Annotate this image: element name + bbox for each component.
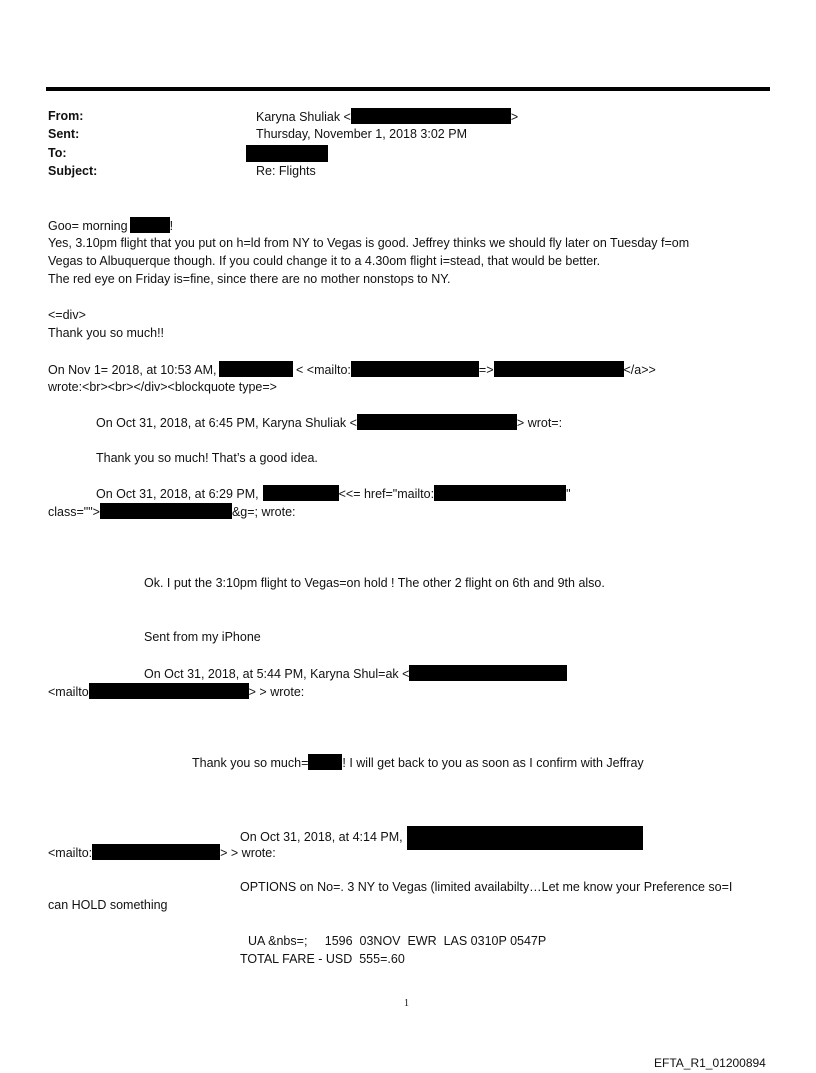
quote-header-5 — [240, 826, 643, 850]
sent-value: Thursday, November 1, 2018 3:02 PM — [256, 127, 467, 141]
quote-text: ! I will get back to you as soon as I confirm with Jeffray — [342, 756, 644, 770]
subject-label: Subject: — [48, 164, 98, 178]
redaction-box — [308, 754, 342, 770]
redaction-box — [351, 108, 511, 124]
from-label: From: — [48, 109, 84, 123]
quote-text: On Oct 31, 2018, at 6:45 PM, Karyna Shuliak < — [96, 416, 357, 430]
quote-text: class=""> — [48, 505, 100, 519]
redaction-box — [130, 217, 170, 233]
quote-text: > > wrote: — [248, 685, 305, 699]
quote-text: => — [478, 363, 494, 377]
redaction-box — [100, 503, 232, 519]
body-line: Vegas to Albuquerque though. If you could change it to a 4.30om flight i=stead, that would be better. — [48, 254, 601, 268]
greeting-end: ! — [169, 219, 174, 233]
redaction-box — [351, 361, 479, 377]
options-line-2: can HOLD something — [48, 898, 168, 912]
quote-header-2 — [96, 414, 562, 431]
quote-text: <<= href="mailto: — [338, 487, 435, 501]
from-close: > — [510, 110, 519, 124]
quote-header-4 — [144, 665, 567, 682]
quote-header-1 — [48, 361, 656, 378]
quote-text: On Oct 31, 2018, at 4:14 PM, — [240, 830, 403, 844]
sent-from: Sent from my iPhone — [144, 630, 261, 644]
from-name: Karyna Shuliak < — [256, 110, 351, 124]
quote-text: On Nov 1= 2018, at 10:53 AM, — [48, 363, 217, 377]
quote-header-1-line2: wrote:<br><br></div><blockquote type=> — [48, 380, 277, 394]
thanks-line: Thank you so much!! — [48, 326, 165, 340]
quote-text: < <mailto: — [296, 363, 351, 377]
header-rule — [46, 87, 770, 91]
quote-body-2: Thank you so much! That’s a good idea. — [96, 451, 318, 465]
quote-text: > wrot=: — [516, 416, 563, 430]
redaction-box — [409, 665, 567, 681]
quote-text: On Oct 31, 2018, at 6:29 PM, — [96, 487, 259, 501]
redaction-box — [92, 844, 220, 860]
to-label: To: — [48, 146, 67, 160]
redaction-box — [89, 683, 249, 699]
quote-text: &g=; wrote: — [231, 505, 296, 519]
fare-line: TOTAL FARE - USD 555=.60 — [240, 952, 405, 966]
quote-text: > > wrote: — [220, 846, 276, 860]
quote-body-4 — [192, 754, 644, 771]
greeting-text: Goo= morning — [48, 219, 128, 233]
to-redaction-box — [246, 145, 328, 162]
redaction-box — [357, 414, 517, 430]
quote-body-3: Ok. I put the 3:10pm flight to Vegas=on hold ! The other 2 flight on 6th and 9th also. — [144, 576, 605, 590]
page-number: 1 — [404, 998, 409, 1009]
greeting — [48, 217, 173, 234]
flight-line: UA &nbs=; 1596 03NOV EWR LAS 0310P 0547P — [248, 934, 547, 948]
div-tag: <=div> — [48, 308, 86, 322]
quote-text: </a>> — [623, 363, 656, 377]
redaction-box — [407, 826, 643, 850]
body-line: The red eye on Friday is=fine, since there are no mother nonstops to NY. — [48, 272, 451, 286]
from-value — [256, 108, 518, 125]
subject-value: Re: Flights — [256, 164, 316, 178]
body-line: Yes, 3.10pm flight that you put on h=ld from NY to Vegas is good. Jeffrey thinks we should fly later on Tuesday f=om — [48, 236, 690, 250]
quote-header-5-line2 — [48, 844, 276, 861]
quote-header-3 — [96, 485, 571, 502]
redaction-box — [219, 361, 293, 377]
options-line: OPTIONS on No=. 3 NY to Vegas (limited availabilty…Let me know your Preference so=I — [240, 880, 733, 894]
quote-text: On Oct 31, 2018, at 5:44 PM, Karyna Shul=ak < — [144, 667, 410, 681]
quote-header-4-line2 — [48, 683, 304, 700]
quote-text: " — [566, 487, 571, 501]
quote-header-3-line2 — [48, 503, 296, 520]
quote-text: <mailto: — [48, 846, 93, 860]
redaction-box — [494, 361, 624, 377]
document-id: EFTA_R1_01200894 — [654, 1056, 766, 1070]
quote-text: Thank you so much= — [192, 756, 309, 770]
sent-label: Sent: — [48, 127, 80, 141]
redaction-box — [434, 485, 566, 501]
redaction-box — [263, 485, 339, 501]
quote-text: <mailto — [48, 685, 89, 699]
